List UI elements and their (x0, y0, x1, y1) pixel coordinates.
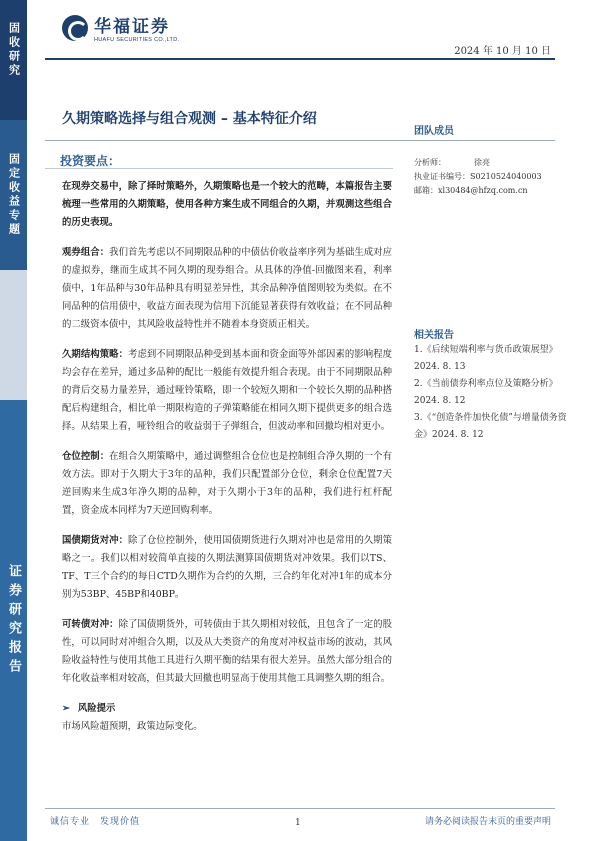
paragraph-futures-hedge (62, 532, 392, 604)
sidebar-segment-report-type (0, 400, 27, 841)
paragraph-text: 我们首先考虑以不同期限品种的中债估价收益率序列为基础生成对应的虚拟券，继而生成其不同久期的现券组合。从具体的净值-回撤图来看，利率债中，1年品种与30年品种具有明显差异性，其余品种净值图则较为类似。在不同品种的信用债中，收益方面表现为信用下沉能显著获得有效收益；在不同品种的二级资本债中，其风险收益特性并不随着本身资质正相关。 (62, 247, 392, 330)
team-members-heading: 团队成员 (414, 126, 454, 137)
related-reports-heading: 相关报告 (414, 330, 454, 341)
paragraph-text: 除了国债期货外，可转债由于其久期相对较低，且包含了一定的股性，可以同时对冲组合久期，以及从大类资产的角度对冲权益市场的波动，其风险收益特性与使用其他工具进行久期平衡的结果有很大差异。虽然大部分组合的年化收益率相对较高，但其最大回撤也明显高于使用其他工具调整久期的组合。 (62, 619, 392, 684)
analyst-info (414, 156, 574, 198)
paragraph-lead: 观券组合： (62, 247, 110, 258)
analyst-name-label: 分析师： (414, 158, 446, 167)
paragraph-lead: 国债期货对冲： (62, 535, 129, 546)
analyst-email-row (414, 184, 574, 198)
related-reports-list (414, 342, 578, 444)
arrow-bullet-icon: ➢ (62, 703, 70, 714)
sidebar-report-type-label: 证券研究报告 (6, 563, 21, 678)
logo-mark-icon (62, 15, 88, 41)
logo-english-name: HUAFU SECURITIES CO.,LTD. (94, 37, 180, 43)
paragraph-convertible-hedge (62, 616, 392, 688)
logo-chinese-name: 华福证券 (94, 17, 170, 37)
logo-text (94, 12, 179, 43)
related-report-item[interactable]: 1.《后续短端利率与货币政策展望》2024. 8. 13 (414, 345, 558, 372)
risk-heading (62, 700, 392, 718)
paragraph-text: 在组合久期策略中，通过调整组合仓位也是控制组合净久期的一个有效方法。即对于久期大于3年的品种，我们只配置部分仓位，剩余仓位配置7天逆回购来生成3年净久期的品种，对于久期小于3年的品种，我们进行杠杆配置，资金成本同样为7天逆回购利率。 (62, 451, 392, 516)
risk-heading-text: 风险提示 (77, 703, 116, 714)
section-divider (45, 168, 393, 169)
paragraph-text: 考虑到不同期限品种受到基本面和资金面等外部因素的影响程度均会存在差异，通过多品种的配比一般能有效提升组合表现。由于不同期限品种的背后交易力量差异，通过哑铃策略，即一个较短久期和一个较长久期的品种搭配后构建组合，相比单一期限构造的子弹策略能在相同久期下提供更多的组合选择。从结果上看，哑铃组合的收益弱于子弹组合，但波动率和回撤均相对更小。 (62, 349, 392, 432)
sidebar-segment-spacer (0, 270, 27, 400)
paragraph-duration-structure (62, 346, 392, 436)
analyst-email[interactable]: xl30484@hfzq.com.cn (438, 186, 528, 195)
paragraph-spot-portfolio (62, 244, 392, 334)
sidebar-topic-label: 固定收益专题 (7, 153, 21, 237)
analyst-cert-row (414, 170, 574, 184)
analyst-name: 徐亮 (474, 158, 490, 167)
page-number: 1 (295, 818, 301, 828)
footer-disclaimer[interactable]: 请务必阅读报告末页的重要声明 (424, 817, 551, 827)
sidebar-segment-topic (0, 120, 27, 270)
analyst-cert-label: 执业证书编号： (414, 172, 470, 181)
related-report-item[interactable]: 2.《当前债券利率点位及策略分析》2024. 8. 12 (414, 379, 558, 406)
paragraph-lead: 久期结构策略： (62, 349, 129, 360)
investment-points-heading: 投资要点： (60, 154, 121, 168)
analyst-email-label: 邮箱： (414, 186, 438, 195)
analyst-name-row (414, 156, 574, 170)
sidebar-segment-category (0, 0, 27, 120)
footer-slogan: 诚信专业 发现价值 (50, 817, 141, 827)
analyst-cert-number: S0210524040003 (470, 172, 542, 181)
report-date: 2024 年 10 月 10 日 (454, 46, 551, 57)
paragraph-lead: 可转债对冲： (62, 619, 119, 630)
sidebar-category-label: 固收研究 (7, 22, 21, 78)
risk-text: 市场风险超预期，政策边际变化。 (62, 721, 203, 732)
footer-divider (45, 808, 555, 809)
main-content (62, 178, 392, 748)
header-divider (45, 58, 555, 60)
paragraph-text: 除了仓位控制外，使用国债期货进行久期对冲也是常用的久期策略之一。我们以相对较简单直接的久期法测算国债期货对冲效果。我们以TS、TF、T三个合约的每日CTD久期作为合约的久期，三合约年化对冲1年的成本分别为53BP、45BP和40BP。 (62, 535, 392, 600)
paragraph-position-control (62, 448, 392, 520)
title-divider (45, 140, 555, 141)
paragraph-lead: 仓位控制： (62, 451, 110, 462)
sidebar (0, 0, 27, 841)
company-logo (62, 12, 179, 43)
related-report-item[interactable]: 3.《“创造条件加快化债”与增量债务资金》2024. 8. 12 (414, 413, 567, 440)
summary-paragraph: 在现券交易中，除了择时策略外，久期策略也是一个较大的范畴，本篇报告主要梳理一些常用的久期策略，使用各种方案生成不同组合的久期，并观测这些组合的历史表现。 (62, 181, 392, 228)
report-title: 久期策略选择与组合观测 – 基本特征介绍 (62, 111, 317, 127)
